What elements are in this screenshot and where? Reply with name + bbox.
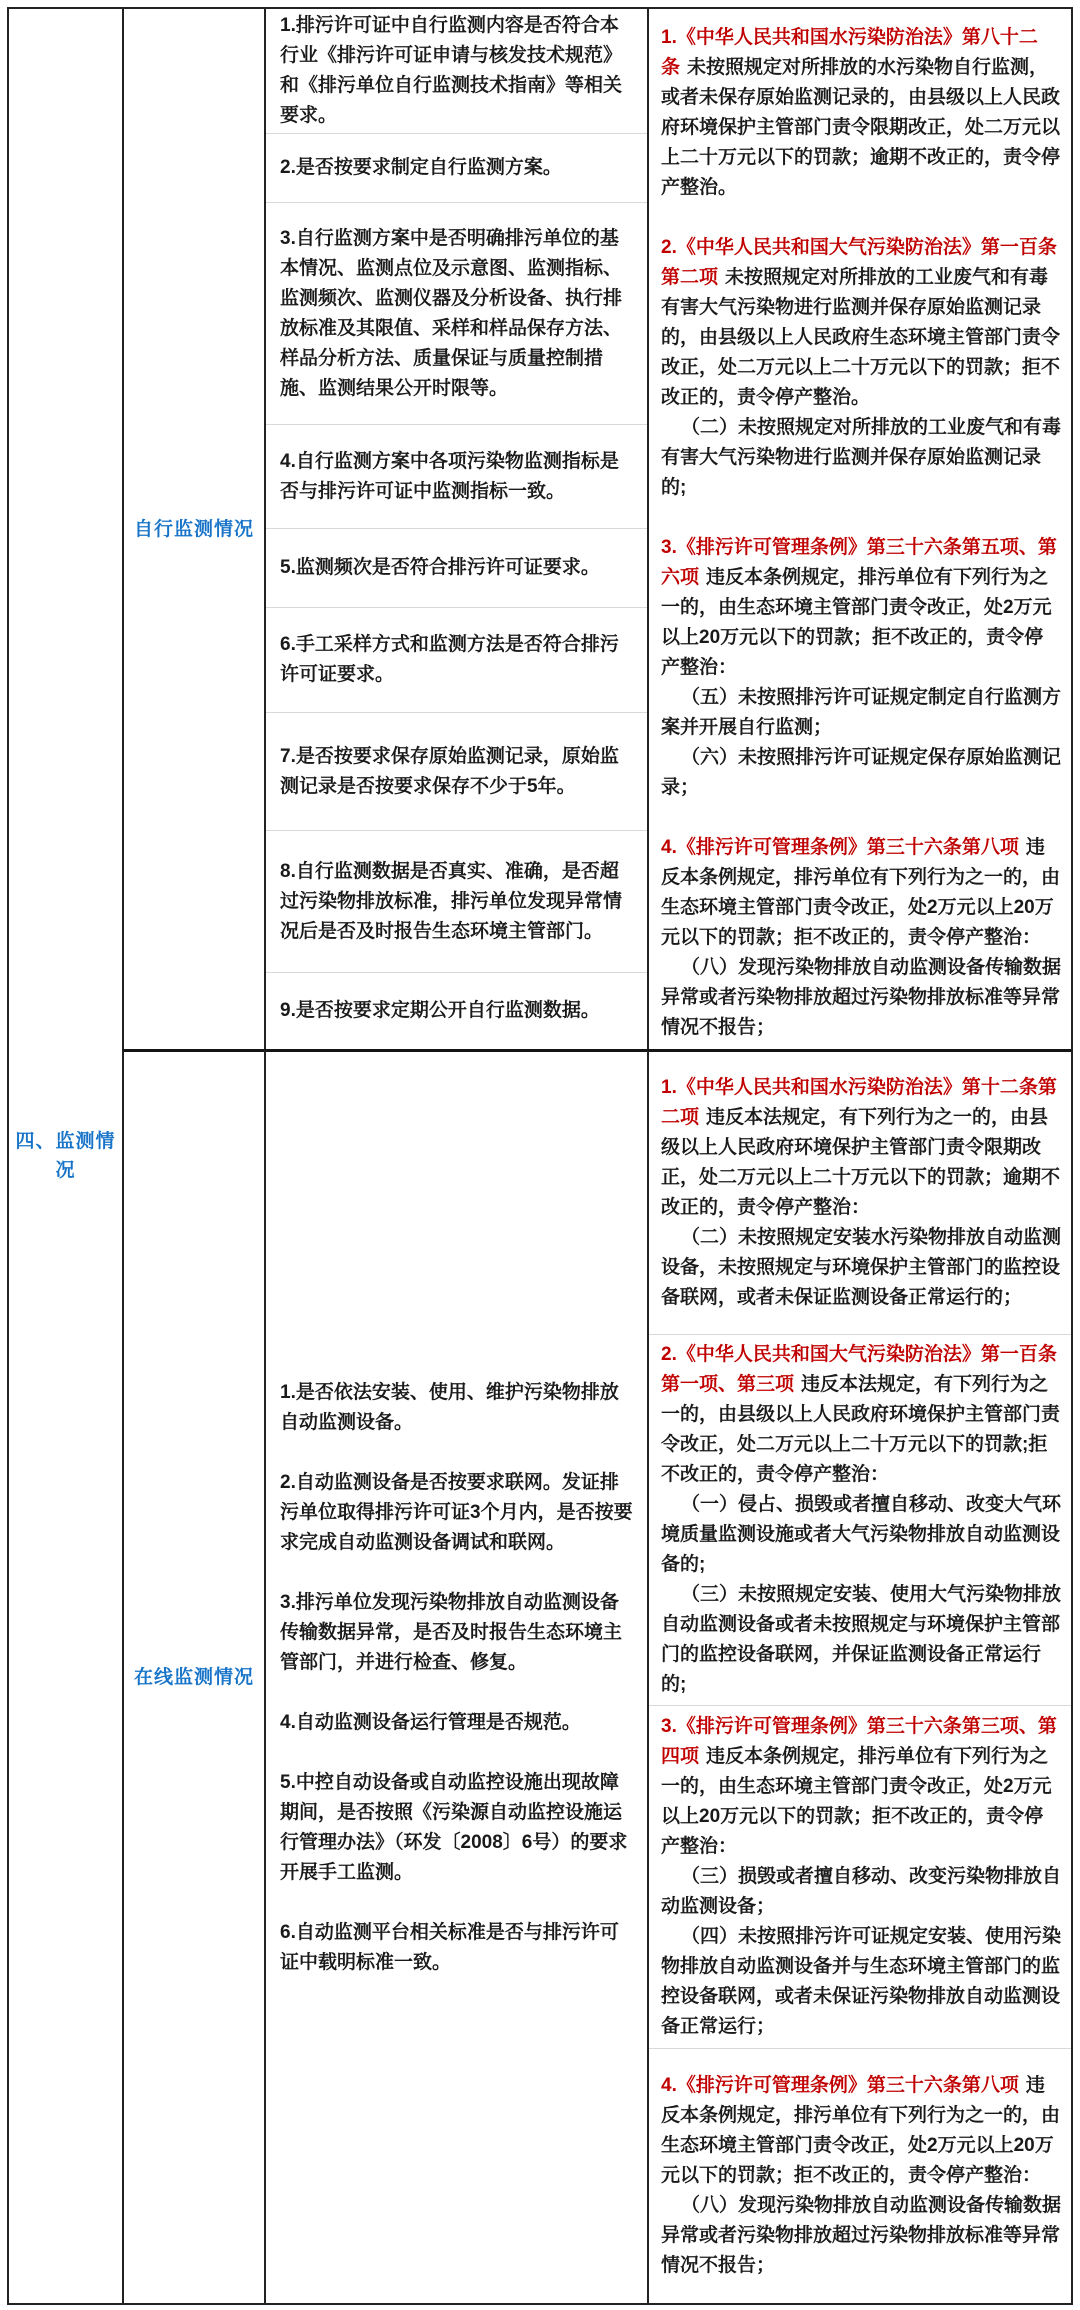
category-label-self-monitoring: 自行监测情况 [133,518,254,540]
check-item-text: 4.自动监测设备运行管理是否规范。 [280,1711,581,1733]
law-text: 未按照规定对所排放的工业废气和有毒有害大气污染物进行监测并保存原始监测记录的，由县级以上人民政府生态环境主管部门责令改正，处二万元以上二十万元以下的罚款；拒不改正的，责令停产整治。 [661,267,1061,408]
check-item-text: 8.自行监测数据是否真实、准确，是否超过污染物排放标准，排污单位发现异常情况后是否及时报告生态环境主管部门。 [280,860,623,942]
law-subitem: （二）未按照规定安装水污染物排放自动监测设备，未按照规定与环境保护主管部门的监控设备联网，或者未保证监测设备正常运行的； [661,1227,1062,1308]
law-text: 违反本法规定，有下列行为之一的，由县级以上人民政府环境保护主管部门责令限期改正，处二万元以上二十万元以下的罚款；逾期不改正的，责令停产整治： [661,1107,1061,1218]
check-item-cell [266,713,647,831]
law-text: 违反本条例规定，排污单位有下列行为之一的，由生态环境主管部门责令改正，处2万元以上20万元以下的罚款；拒不改正的，责令停产整治： [661,1746,1052,1857]
legal-block [661,533,1061,803]
law-subitem: （三）未按照规定安装、使用大气污染物排放自动监测设备或者未按照规定与环境保护主管部门的监控设备联网，并保证监测设备正常运行的; [661,1584,1062,1695]
check-item-text: 1.是否依法安装、使用、维护污染物排放自动监测设备。 [280,1381,619,1433]
law-reference: 2.《中华人民共和国大气污染防治法》第一百条第一项、第三项 [661,1344,1057,1395]
check-item-text: 9.是否按要求定期公开自行监测数据。 [280,1000,600,1021]
legal-block [661,23,1061,203]
law-reference: 4.《排污许可管理条例》第三十六条第八项 [661,2075,1019,2096]
check-item-text: 1.排污许可证中自行监测内容是否符合本行业《排污许可证申请与核发技术规范》和《排污单位自行监测技术指南》等相关要求。 [280,15,623,126]
law-text: 违反本法规定，有下列行为之一的，由县级以上人民政府环境保护主管部门责令改正，处二万元以上二十万元以下的罚款;拒不改正的，责令停产整治： [661,1374,1061,1485]
law-reference: 4.《排污许可管理条例》第三十六条第八项 [661,837,1019,858]
law-subitem: （四）未按照排污许可证规定安装、使用污染物排放自动监测设备并与生态环境主管部门的监控设备联网，或者未保证污染物排放自动监测设备正常运行； [661,1926,1062,2037]
law-reference: 3.《排污许可管理条例》第三十六条第五项、第六项 [661,537,1057,588]
check-item-text: 2.是否按要求制定自行监测方案。 [280,157,562,178]
check-items-online-monitoring [264,1049,647,2303]
law-subitem: （八）发现污染物排放自动监测设备传输数据异常或者污染物排放超过污染物排放标准等异常情况不报告； [661,957,1062,1038]
legal-block-cell [649,1052,1071,1335]
legal-block-cell [649,1706,1071,2049]
category-label-online-monitoring: 在线监测情况 [133,1667,254,1688]
check-item-cell [266,608,647,713]
law-text: 违反本条例规定，排污单位有下列行为之一的，由生态环境主管部门责令改正，处2万元以上20万元以下的罚款；拒不改正的，责令停产整治： [661,567,1052,678]
legal-block-cell [649,1335,1071,1706]
section-label: 四、监测情况 [15,1131,116,1181]
check-item-text: 2.自动监测设备是否按要求联网。发证排污单位取得排污许可证3个月内，是否按要求完成自动监测设备调试和联网。 [280,1471,633,1553]
check-item-text: 3.自行监测方案中是否明确排污单位的基本情况、监测点位及示意图、监测指标、监测频次、监测仪器及分析设备、执行排放标准及其限值、采样和样品保存方法、样品分析方法、质量保证与质量控制措施、监测结果公开时限等。 [280,227,623,399]
law-text: 未按照规定对所排放的水污染物自行监测，或者未保存原始监测记录的，由县级以上人民政府环境保护主管部门责令限期改正，处二万元以上二十万元以下的罚款；逾期不改正的，责令停产整治。 [661,57,1061,198]
legal-basis-online-monitoring [647,1049,1071,2303]
law-subitem: （五）未按照排污许可证规定制定自行监测方案并开展自行监测； [661,687,1062,738]
law-subitem: （八）发现污染物排放自动监测设备传输数据异常或者污染物排放超过污染物排放标准等异常情况不报告； [661,2195,1062,2276]
monitoring-inspection-table [7,7,1073,2305]
law-reference: 1.《中华人民共和国水污染防治法》第十二条第二项 [661,1077,1057,1128]
category-cell-online-monitoring [122,1049,264,2303]
law-text: 违反本条例规定，排污单位有下列行为之一的，由生态环境主管部门责令改正，处2万元以上20万元以下的罚款；拒不改正的，责令停产整治： [661,837,1061,948]
check-item-cell [266,831,647,973]
legal-block [661,833,1061,1043]
law-subitem: （二）未按照规定对所排放的工业废气和有毒有害大气污染物进行监测并保存原始监测记录的; [661,417,1062,498]
check-items-self-monitoring [264,9,647,1049]
law-subitem: （六）未按照排污许可证规定保存原始监测记录； [661,747,1062,798]
check-item-cell [266,973,647,1049]
category-cell-self-monitoring [122,9,264,1049]
legal-block-cell [649,2049,1071,2303]
check-item-cell [266,529,647,608]
check-item-text: 6.手工采样方式和监测方法是否符合排污许可证要求。 [280,634,619,685]
law-subitem: （三）损毁或者擅自移动、改变污染物排放自动监测设备； [661,1866,1062,1917]
check-item-text: 7.是否按要求保存原始监测记录，原始监测记录是否按要求保存不少于5年。 [280,745,619,797]
legal-block [661,233,1061,503]
check-item-text: 4.自行监测方案中各项污染物监测指标是否与排污许可证中监测指标一致。 [280,450,619,502]
check-item-text: 3.排污单位发现污染物排放自动监测设备传输数据异常，是否及时报告生态环境主管部门，并进行检查、修复。 [280,1591,623,1673]
check-item-text: 5.监测频次是否符合排污许可证要求。 [280,557,600,578]
check-item-text: 5.中控自动设备或自动监控设施出现故障期间，是否按照《污染源自动监控设施运行管理办法》（环发〔2008〕6号）的要求开展手工监测。 [280,1771,628,1883]
law-subitem: （一）侵占、损毁或者擅自移动、改变大气环境质量监测设施或者大气污染物排放自动监测设备的; [661,1494,1062,1575]
check-item-cell [266,134,647,203]
check-item-cell [266,203,647,425]
check-item-text: 6.自动监测平台相关标准是否与排污许可证中载明标准一致。 [280,1921,619,1973]
law-text: 违反本条例规定，排污单位有下列行为之一的，由生态环境主管部门责令改正，处2万元以上20万元以下的罚款；拒不改正的，责令停产整治： [661,2075,1061,2186]
check-item-cell [266,425,647,529]
section-cell [9,9,122,2303]
law-reference: 1.《中华人民共和国水污染防治法》第八十二条 [661,27,1038,78]
check-item-cell [266,9,647,134]
law-reference: 2.《中华人民共和国大气污染防治法》第一百条第二项 [661,237,1057,288]
law-reference: 3.《排污许可管理条例》第三十六条第三项、第四项 [661,1716,1057,1767]
legal-basis-self-monitoring [647,9,1071,1049]
